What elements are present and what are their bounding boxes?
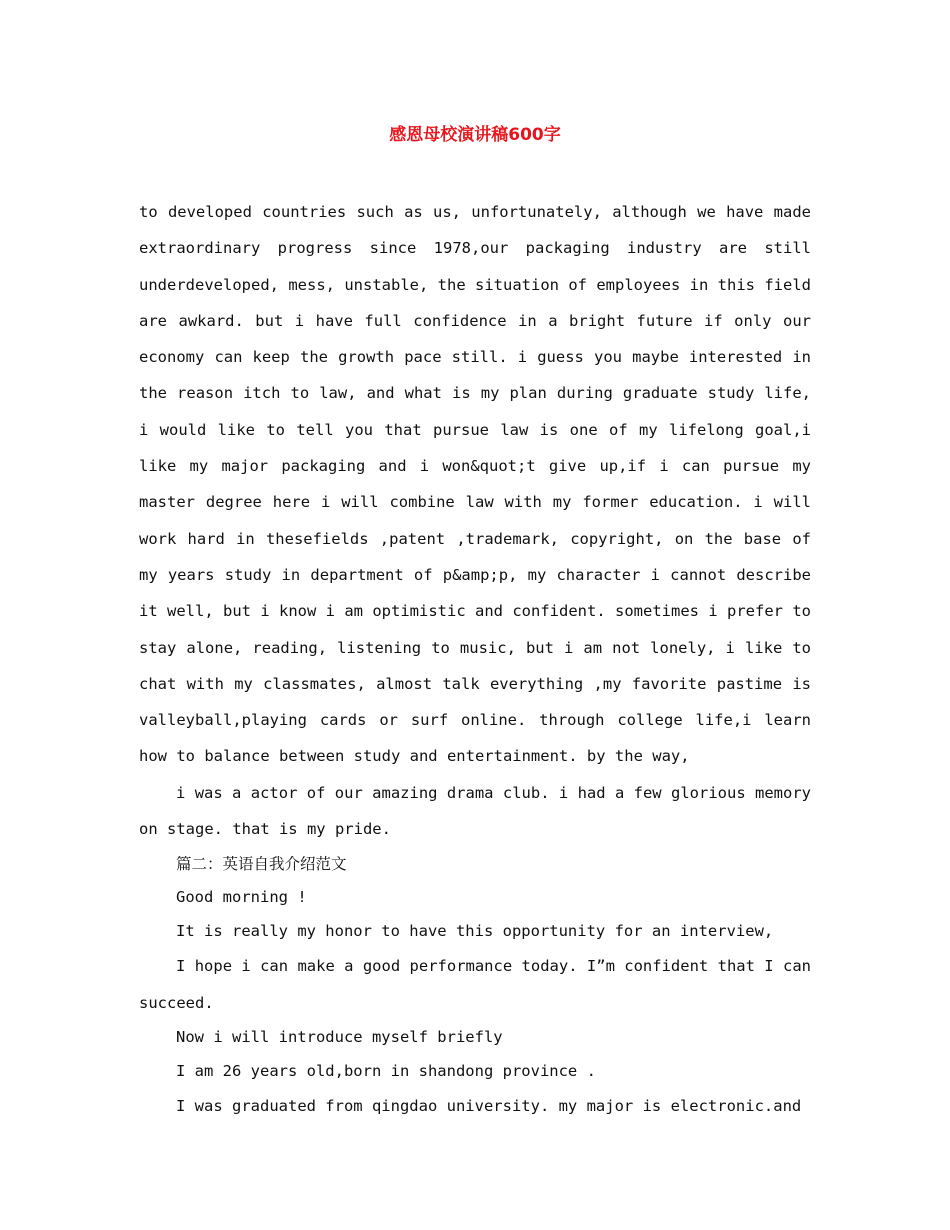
paragraph-drama-club: i was a actor of our amazing drama club. i had a few glorious memory on stage. that is my pride.	[139, 783, 811, 839]
paragraph-greeting: Good morning !	[176, 888, 307, 907]
paragraph-introduce: Now i will introduce myself briefly	[176, 1028, 503, 1047]
document-title: 感恩母校演讲稿600字	[389, 125, 561, 145]
paragraph-university: I was graduated from qingdao university. my major is electronic.and	[176, 1097, 802, 1116]
document-body	[139, 194, 811, 1125]
paragraph-age: I am 26 years old,born in shandong province .	[176, 1061, 596, 1080]
paragraph-intro: to developed countries such as us, unfortunately, although we have made extraordinary progress since 1978,our packaging industry are still underdeveloped, mess, unstable, the situation of employees in this field are awkard. but i have full confidence in a bright future if only our economy can keep the growth pace still. i guess you maybe interested in the reason itch to law, and what is my plan during graduate study life, i would like to tell you that pursue law is one of my lifelong goal,i like my major packaging and i won&quot;t give up,if i can pursue my master degree here i will combine law with my former education. i will work hard in thesefields ,patent ,trademark, copyright, on the base of my years study in department of p&amp;p, my character i cannot describe it well, but i know i am optimistic and confident. sometimes i prefer to stay alone, reading, listening to music, but i am not lonely, i like to chat with my classmates, almost talk everything ,my favorite pastime is valleyball,playing cards or surf online. through college life,i learn how to balance between study and entertainment. by the way,	[139, 203, 811, 766]
paragraph-honor: It is really my honor to have this opportunity for an interview,	[176, 921, 774, 940]
section-heading: 篇二：英语自我介绍范文	[176, 854, 347, 873]
paragraph-performance: I hope i can make a good performance today. I”m confident that I can succeed.	[139, 957, 811, 1012]
